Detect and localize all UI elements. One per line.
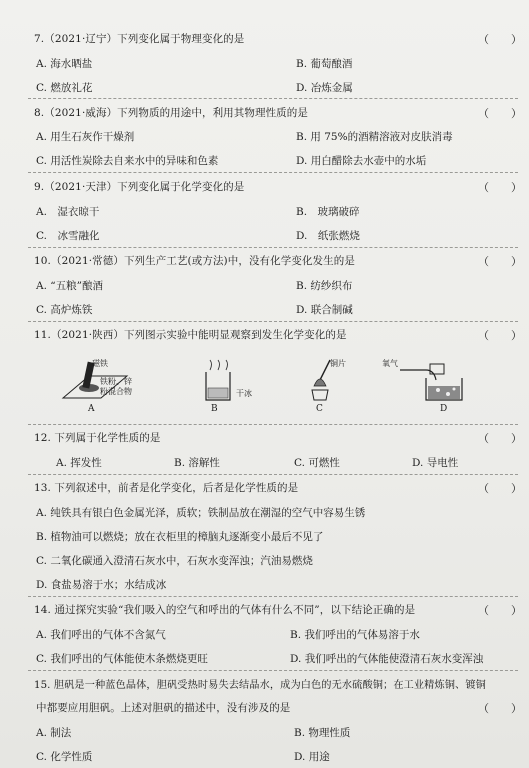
question-9-option-a: A. 湿衣晾干 (36, 206, 100, 218)
question-7-stem: 7.（2021·辽宁）下列变化属于物理变化的是 (34, 33, 245, 45)
question-10-option-c: C. 高炉炼铁 (36, 304, 93, 316)
question-15-option-a: A. 制法 (36, 727, 72, 739)
question-12-option-c: C. 可燃性 (294, 457, 340, 469)
divider (28, 172, 518, 173)
question-15-option-c: C. 化学性质 (36, 751, 93, 763)
question-10-option-d: D. 联合制碱 (296, 304, 353, 316)
divider (28, 247, 518, 248)
question-11-stem: 11.（2021·陕西）下列图示实验中能明显观察到发生化学变化的是 (34, 329, 347, 341)
question-8-option-c: C. 用活性炭除去自来水中的异味和色素 (36, 155, 219, 167)
question-13-stem: 13. 下列叙述中，前者是化学变化，后者是化学性质的是 (34, 482, 299, 494)
figure-b-dry-ice-label: 干冰 (236, 389, 252, 398)
question-12-stem: 12. 下列属于化学性质的是 (34, 432, 161, 444)
figure-c-label: C (316, 404, 323, 414)
divider (28, 321, 518, 322)
divider (28, 670, 518, 671)
question-7-option-c: C. 燃放礼花 (36, 82, 93, 94)
question-8-option-a: A. 用生石灰作干燥剂 (36, 131, 135, 143)
question-8-option-b: B. 用 75%的酒精溶液对皮肤消毒 (296, 131, 453, 143)
question-13-answer-blank: （ ） (478, 482, 522, 495)
question-7-answer-blank: （ ） (478, 33, 522, 46)
question-7-option-b: B. 葡萄酿酒 (296, 58, 353, 70)
question-14-option-d: D. 我们呼出的气体能使澄清石灰水变浑浊 (290, 653, 484, 665)
question-15-stem: 15. 胆矾是一种蓝色晶体，胆矾受热时易失去结晶水，成为白色的无水硫酸铜；在工业精炼铜、镀铜 (34, 680, 486, 691)
figure-a-magnet-label: 磁铁 (92, 359, 108, 368)
question-9-option-b: B. 玻璃破碎 (296, 206, 360, 218)
figure-a-label: A (88, 404, 95, 414)
question-8-answer-blank: （ ） (478, 107, 522, 120)
figure-d-oxygen-apparatus-icon (396, 356, 468, 404)
divider (28, 474, 518, 475)
figure-c-copper-label: 铜片 (330, 359, 346, 368)
divider (28, 424, 518, 425)
question-8-option-d: D. 用白醋除去水壶中的水垢 (296, 155, 427, 167)
question-14-stem: 14. 通过探究实验“我们吸入的空气和呼出的气体有什么不同”，以下结论正确的是 (34, 604, 416, 616)
figure-a-powder-label-2: 粉混合物 (100, 387, 132, 396)
question-9-option-d: D. 纸张燃烧 (296, 230, 360, 242)
figure-b-label: B (211, 404, 218, 414)
question-15-stem-continued: 中都要应用胆矾。上述对胆矾的描述中，没有涉及的是 (36, 702, 291, 714)
question-9-answer-blank: （ ） (478, 181, 522, 194)
question-12-option-d: D. 导电性 (412, 457, 459, 469)
question-10-stem: 10.（2021·常德）下列生产工艺(或方法)中，没有化学变化发生的是 (34, 255, 355, 267)
question-14-option-c: C. 我们呼出的气体能使木条燃烧更旺 (36, 653, 208, 665)
figure-d-oxygen-label: 氧气 (382, 359, 398, 368)
question-12-answer-blank: （ ） (478, 432, 522, 445)
question-10-option-b: B. 纺纱织布 (296, 280, 353, 292)
question-15-option-d: D. 用途 (294, 751, 330, 763)
divider (28, 596, 518, 597)
divider (28, 98, 518, 99)
question-8-stem: 8.（2021·威海）下列物质的用途中，利用其物理性质的是 (34, 107, 308, 119)
question-9-option-c: C. 冰雪融化 (36, 230, 100, 242)
figure-d-label: D (440, 404, 448, 414)
question-7-option-a: A. 海水晒盐 (36, 58, 93, 70)
question-10-answer-blank: （ ） (478, 255, 522, 268)
question-11-answer-blank: （ ） (478, 329, 522, 342)
question-15-answer-blank: （ ） (478, 702, 522, 715)
question-14-option-a: A. 我们呼出的气体不含氮气 (36, 629, 166, 641)
question-13-option-b: B. 植物油可以燃烧；放在衣柜里的樟脑丸逐渐变小最后不见了 (36, 531, 324, 543)
question-13-option-a: A. 纯铁具有银白色金属光泽，质软；铁制品放在潮湿的空气中容易生锈 (36, 507, 366, 519)
question-12-option-b: B. 溶解性 (174, 457, 220, 469)
figure-a-powder-label-1: 铁粉、锌 (100, 377, 132, 386)
question-10-option-a: A. “五粮”酿酒 (36, 280, 103, 292)
question-13-option-c: C. 二氧化碳通入澄清石灰水中，石灰水变浑浊；汽油易燃烧 (36, 555, 313, 567)
figure-b-dry-ice-beaker-icon (198, 358, 238, 404)
question-9-stem: 9.（2021·天津）下列变化属于化学变化的是 (34, 181, 245, 193)
question-14-option-b: B. 我们呼出的气体易溶于水 (290, 629, 420, 641)
question-7-option-d: D. 冶炼金属 (296, 82, 353, 94)
question-12-option-a: A. 挥发性 (56, 457, 102, 469)
question-14-answer-blank: （ ） (478, 604, 522, 617)
question-13-option-d: D. 食盐易溶于水；水结成冰 (36, 579, 167, 591)
question-15-option-b: B. 物理性质 (294, 727, 351, 739)
